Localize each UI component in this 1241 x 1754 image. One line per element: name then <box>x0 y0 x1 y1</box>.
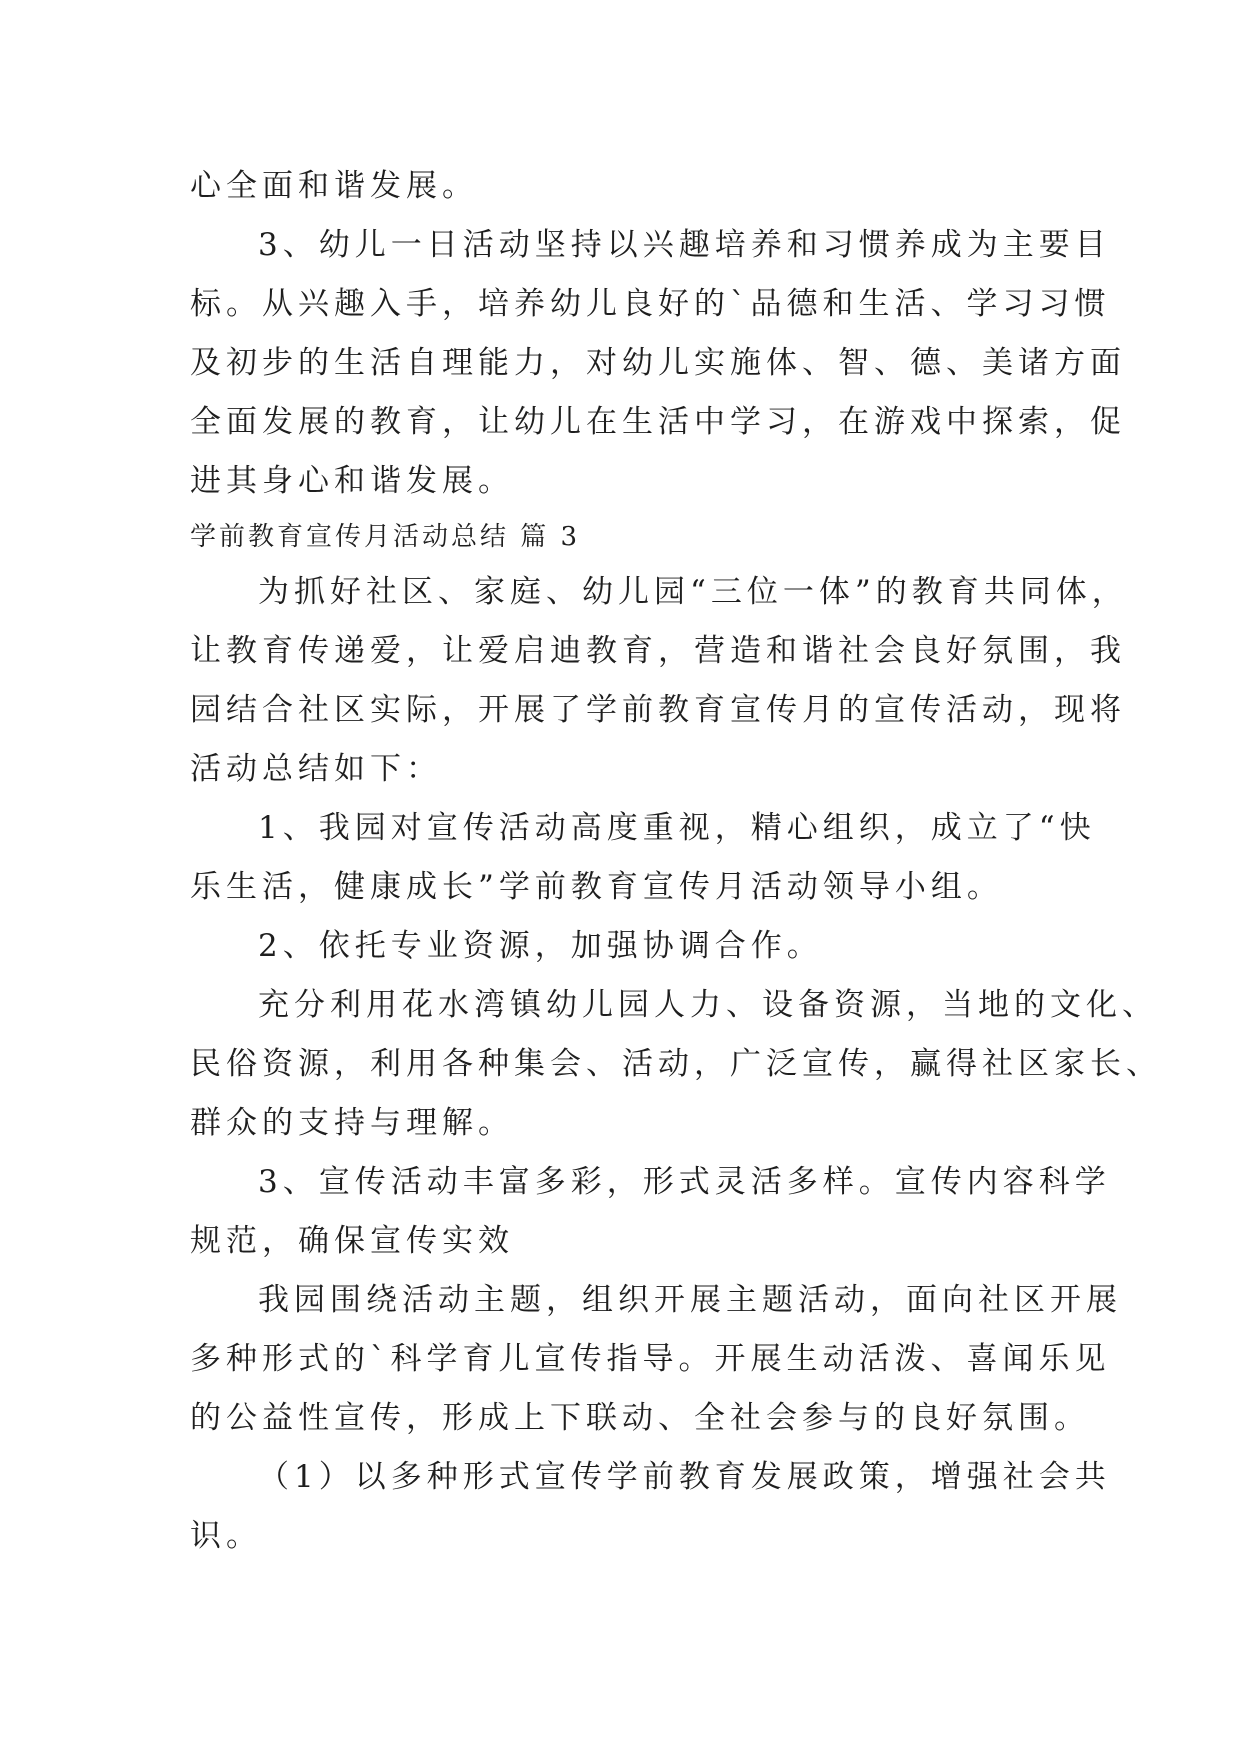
text-line: 规范，确保宣传实效 <box>190 1223 514 1259</box>
text-line: 及初步的生活自理能力，对幼儿实施体、智、德、美诸方面 <box>190 345 1126 381</box>
text-line: 园结合社区实际，开展了学前教育宣传月的宣传活动，现将 <box>190 692 1126 728</box>
text-line: 多种形式的`科学育儿宣传指导。开展生动活泼、喜闻乐见 <box>190 1341 1111 1377</box>
text-line: 群众的支持与理解。 <box>190 1105 514 1141</box>
text-line: 2、依托专业资源，加强协调合作。 <box>258 928 823 964</box>
document-body <box>190 157 1162 1566</box>
text-line: （1）以多种形式宣传学前教育发展政策，增强社会共 <box>258 1459 1111 1495</box>
text-line: 1、我园对宣传活动高度重视，精心组织，成立了“快 <box>258 810 1096 846</box>
text-line: 识。 <box>190 1518 262 1554</box>
text-line: 民俗资源，利用各种集会、活动，广泛宣传，赢得社区家长、 <box>190 1046 1162 1082</box>
text-line: 标。从兴趣入手，培养幼儿良好的`品德和生活、学习习惯 <box>190 286 1111 322</box>
text-line: 3、幼儿一日活动坚持以兴趣培养和习惯养成为主要目 <box>258 227 1111 263</box>
text-line: 乐生活，健康成长”学前教育宣传月活动领导小组。 <box>190 869 1003 905</box>
text-line: 充分利用花水湾镇幼儿园人力、设备资源，当地的文化、 <box>258 987 1158 1023</box>
text-line: 心全面和谐发展。 <box>190 168 478 204</box>
text-line: 活动总结如下： <box>190 751 442 787</box>
text-line: 让教育传递爱，让爱启迪教育，营造和谐社会良好氛围，我 <box>190 633 1126 669</box>
text-line: 的公益性宣传，形成上下联动、全社会参与的良好氛围。 <box>190 1400 1090 1436</box>
text-line: 全面发展的教育，让幼儿在生活中学习，在游戏中探索，促 <box>190 404 1126 440</box>
text-line: 我园围绕活动主题，组织开展主题活动，面向社区开展 <box>258 1282 1122 1318</box>
text-line: 为抓好社区、家庭、幼儿园“三位一体”的教育共同体， <box>258 574 1128 610</box>
text-line: 3、宣传活动丰富多彩，形式灵活多样。宣传内容科学 <box>258 1164 1111 1200</box>
section-heading: 学前教育宣传月活动总结 篇 3 <box>190 522 581 552</box>
text-line: 进其身心和谐发展。 <box>190 463 514 499</box>
